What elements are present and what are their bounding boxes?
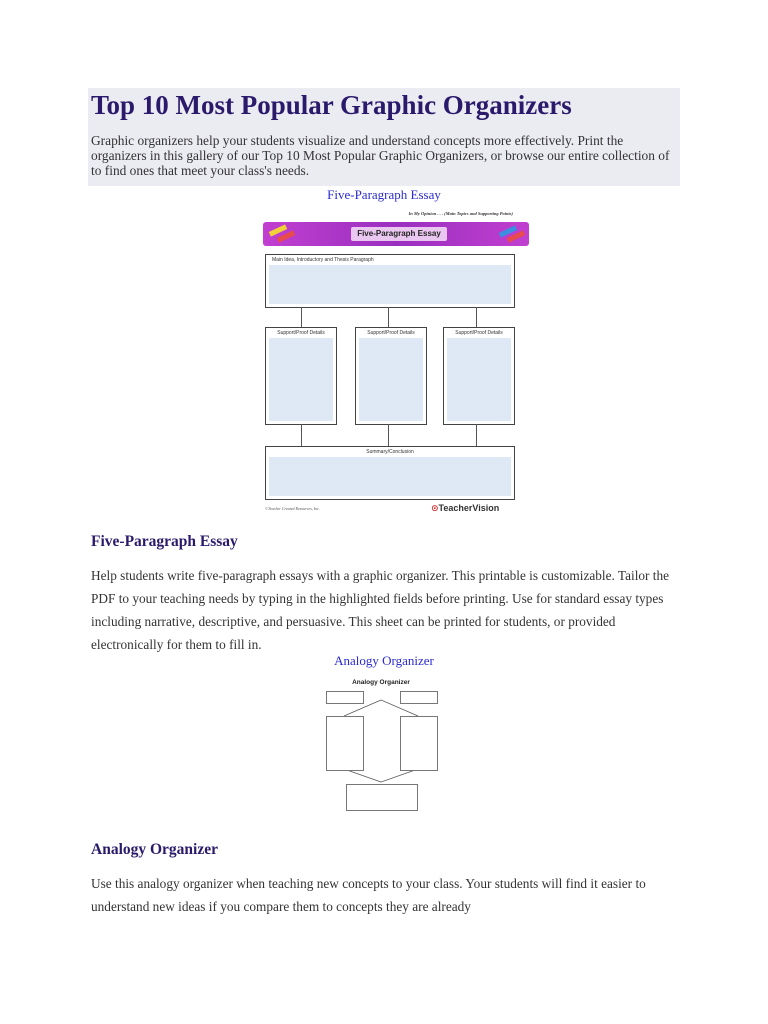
summary-box bbox=[265, 446, 515, 500]
brand-text: TeacherVision bbox=[438, 503, 500, 513]
connector-line bbox=[388, 424, 389, 446]
connector-line bbox=[476, 307, 477, 327]
main-idea-label: Main Idea, Introductory and Thesis Paragraph bbox=[272, 257, 374, 263]
conclusion-box bbox=[346, 784, 418, 811]
page-title: Top 10 Most Popular Graphic Organizers bbox=[91, 90, 572, 120]
five-paragraph-caption-link[interactable]: Five-Paragraph Essay bbox=[327, 187, 441, 202]
similarities-box bbox=[326, 716, 364, 771]
connector-line bbox=[301, 307, 302, 327]
connector-line bbox=[301, 424, 302, 446]
organizer-copyright: ©Teacher Created Resources, Inc. bbox=[265, 506, 320, 511]
support-label: Support/Proof Details bbox=[367, 330, 415, 336]
five-paragraph-essay-organizer-image[interactable] bbox=[257, 206, 535, 516]
organizer-subtitle: In My Opinion . . . (Main Topics and Supporting Points) bbox=[408, 211, 513, 216]
support-field bbox=[447, 338, 511, 421]
analogy-organizer-image[interactable] bbox=[320, 674, 442, 822]
organizer-banner-label: Five-Paragraph Essay bbox=[351, 227, 447, 241]
differences-box bbox=[400, 716, 438, 771]
five-paragraph-description: Help students write five-paragraph essays with a graphic organizer. This printable is customizable. Tailor the PDF to your teaching needs by typing in the highlighted fields before printing. Use for standard essay types including narrative, descriptive, and persuasive. This sheet can be printed for students, or provided electronically for them to fill in. bbox=[91, 568, 670, 652]
support-field bbox=[359, 338, 423, 421]
analogy-description: Use this analogy organizer when teaching new concepts to your class. Your students will find it easier to understand new ideas if you compare them to concepts they are already bbox=[91, 876, 646, 914]
analogy-fine-print bbox=[330, 813, 430, 818]
main-idea-field bbox=[269, 265, 511, 304]
intro-paragraph: Graphic organizers help your students visualize and understand concepts more effectively. Print the organizers in this gallery of our Top 10 Most Popular Graphic Organizers, or browse our entire collection of to find ones that meet your class's needs. bbox=[91, 133, 670, 178]
main-idea-box bbox=[265, 254, 515, 308]
support-box-3 bbox=[443, 327, 515, 425]
analogy-image-title: Analogy Organizer bbox=[352, 679, 410, 686]
five-paragraph-heading: Five-Paragraph Essay bbox=[91, 533, 238, 550]
support-label: Support/Proof Details bbox=[277, 330, 325, 336]
analogy-heading: Analogy Organizer bbox=[91, 841, 218, 858]
summary-field bbox=[269, 457, 511, 496]
support-field bbox=[269, 338, 333, 421]
organizer-banner bbox=[263, 222, 529, 246]
connector-line bbox=[476, 424, 477, 446]
summary-label: Summary/Conclusion bbox=[366, 449, 414, 455]
support-box-2 bbox=[355, 327, 427, 425]
support-box-1 bbox=[265, 327, 337, 425]
analogy-caption-link[interactable]: Analogy Organizer bbox=[334, 653, 434, 668]
teachervision-logo: ⊙TeacherVision bbox=[431, 503, 500, 513]
support-label: Support/Proof Details bbox=[455, 330, 503, 336]
connector-line bbox=[388, 307, 389, 327]
